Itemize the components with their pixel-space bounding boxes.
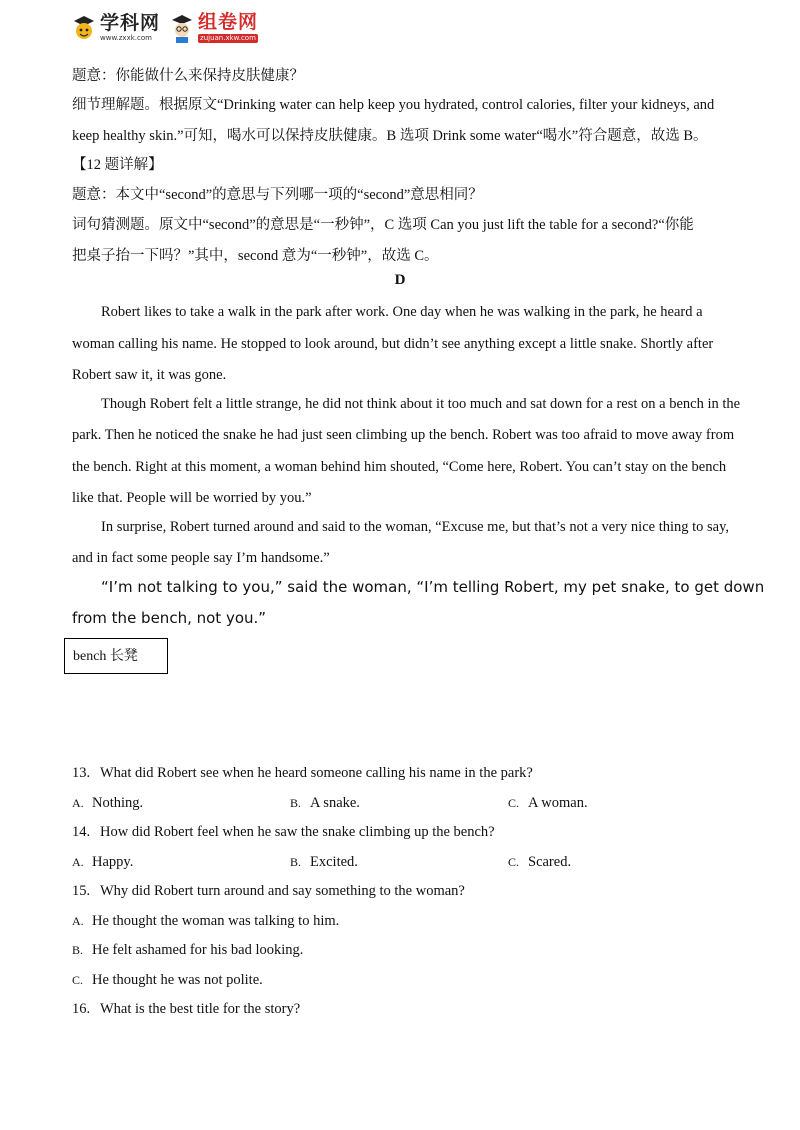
student-icon	[170, 13, 194, 43]
passage-title: D	[394, 272, 406, 288]
passage-line: like that. People will be worried by you.”	[72, 490, 312, 506]
passage-line: “I’m not talking to you,” said the woman, “I’m telling Robert, my pet snake, to get down	[101, 578, 765, 596]
page-header	[72, 8, 258, 48]
question-number: 15.	[72, 883, 91, 899]
option-letter: C.	[72, 973, 84, 987]
option-c	[72, 972, 263, 989]
mascot-icon	[72, 13, 96, 43]
passage-line: Robert likes to take a walk in the park after work. One day when he was walking in the park, he heard a	[101, 304, 703, 320]
option-letter: A.	[72, 796, 84, 810]
logo-name: 学科网	[100, 12, 161, 34]
option-letter: B.	[72, 943, 84, 957]
passage-line: park. Then he noticed the snake he had just seen climbing up the bench. Robert was too afraid to move away from	[72, 427, 735, 443]
explain-line: 细节理解题。根据原文“Drinking water can help keep you hydrated, control calories, filter your kidneys, and	[72, 97, 715, 113]
explain-line: 题意：你能做什么来保持皮肤健康？	[72, 68, 304, 84]
question-16	[72, 1001, 300, 1018]
option-letter: C.	[508, 855, 520, 869]
option-b	[72, 942, 303, 959]
question-15	[72, 883, 465, 900]
option-b	[290, 795, 360, 812]
option-text: A woman.	[528, 795, 588, 811]
question-number: 16.	[72, 1001, 91, 1017]
option-text: Scared.	[528, 854, 572, 870]
option-text: He felt ashamed for his bad looking.	[92, 942, 304, 958]
option-letter: B.	[290, 796, 302, 810]
option-text: He thought the woman was talking to him.	[92, 913, 340, 929]
option-text: Excited.	[310, 854, 358, 870]
section-heading: 【12 题详解】	[72, 157, 163, 173]
option-a	[72, 913, 339, 930]
question-number: 13.	[72, 765, 91, 781]
option-a	[72, 795, 143, 812]
logo-name: 组卷网	[198, 11, 259, 33]
passage-line: woman calling his name. He stopped to look around, but didn’t see anything except a little snake. Shortly after	[72, 336, 714, 352]
question-text: What did Robert see when he heard someone calling his name in the park?	[100, 765, 533, 781]
option-text: A snake.	[310, 795, 360, 811]
passage-line: Robert saw it, it was gone.	[72, 367, 227, 383]
option-text: Nothing.	[92, 795, 144, 811]
explain-line: 题意：本文中“second”的意思与下列哪一项的“second”意思相同？	[72, 187, 483, 203]
option-letter: B.	[290, 855, 302, 869]
question-text: How did Robert feel when he saw the snake climbing up the bench?	[100, 824, 495, 840]
passage-line: from the bench, not you.”	[72, 609, 267, 627]
explain-line: keep healthy skin.”可知，喝水可以保持皮肤健康。B 选项 Drink some water“喝水”符合题意，故选 B。	[72, 128, 708, 144]
passage-line: In surprise, Robert turned around and said to the woman, “Excuse me, but that’s not a very nice thing to say,	[101, 519, 730, 535]
logo-url: zujuan.xkw.com	[198, 34, 258, 43]
question-13	[72, 765, 533, 782]
zxxk-logo	[72, 13, 160, 43]
question-text: What is the best title for the story?	[100, 1001, 301, 1017]
question-text: Why did Robert turn around and say something to the woman?	[100, 883, 465, 899]
option-c	[508, 795, 588, 812]
option-letter: A.	[72, 855, 84, 869]
option-letter: C.	[508, 796, 520, 810]
passage-line: and in fact some people say I’m handsome.”	[72, 550, 330, 566]
option-a	[72, 854, 133, 871]
explain-line: 词句猜测题。原文中“second”的意思是“一秒钟”，C 选项 Can you just lift the table for a second?“你能	[72, 217, 694, 233]
logo-url: www.zxxk.com	[100, 34, 152, 42]
question-14	[72, 824, 495, 841]
option-c	[508, 854, 571, 871]
question-number: 14.	[72, 824, 91, 840]
passage-line: Though Robert felt a little strange, he did not think about it too much and sat down for a rest on a bench in the	[101, 396, 741, 412]
passage-line: the bench. Right at this moment, a woman behind him shouted, “Come here, Robert. You can’t stay on the bench	[72, 459, 727, 475]
explain-line: 把桌子抬一下吗？”其中，second 意为“一秒钟”，故选 C。	[72, 248, 439, 264]
option-letter: A.	[72, 914, 84, 928]
zujuan-logo	[170, 13, 258, 43]
option-text: Happy.	[92, 854, 134, 870]
option-text: He thought he was not polite.	[92, 972, 263, 988]
vocab-box: bench 长凳	[64, 638, 168, 674]
option-b	[290, 854, 358, 871]
